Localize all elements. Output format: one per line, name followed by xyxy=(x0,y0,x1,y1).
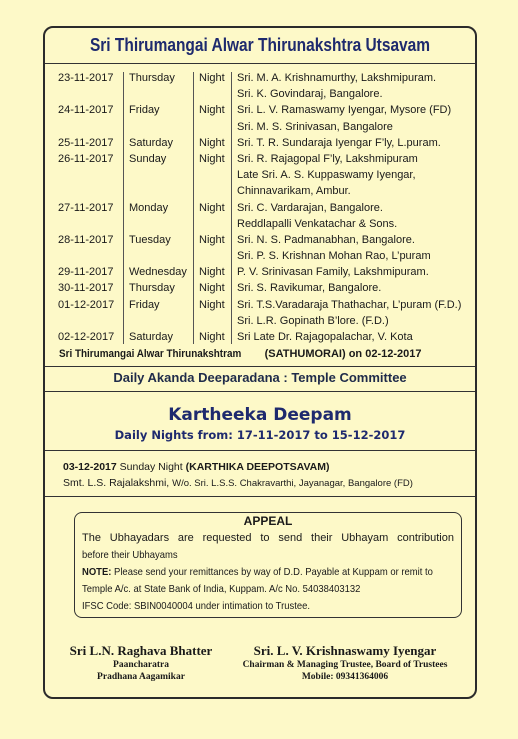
schedule-row xyxy=(56,200,468,216)
schedule-row xyxy=(56,264,468,280)
schedule-day: Sunday xyxy=(129,152,167,165)
schedule-date: 02-12-2017 xyxy=(58,331,115,343)
schedule-time: Night xyxy=(199,298,225,311)
schedule-sponsor: Sri. L.R. Gopinath B’lore. (F.D.) xyxy=(237,314,389,327)
schedule-row xyxy=(56,102,468,118)
signatory-title: Chairman & Managing Trustee, Board of Trustees xyxy=(242,660,448,670)
kartheeka-nights-range: Daily Nights from: 17-11-2017 to 15-12-2017 xyxy=(114,428,406,442)
schedule-date: 23-11-2017 xyxy=(58,72,114,84)
schedule-day: Monday xyxy=(129,201,169,214)
schedule-row xyxy=(56,70,468,86)
schedule-row xyxy=(56,135,468,151)
schedule-sponsor: Sri Late Dr. Rajagopalachar, V. Kota xyxy=(237,331,413,343)
appeal-title: APPEAL xyxy=(243,514,293,528)
schedule-date: 25-11-2017 xyxy=(58,136,114,149)
appeal-line xyxy=(82,549,454,561)
schedule-date: 28-11-2017 xyxy=(58,233,114,246)
appeal-line-text: Temple A/c. at State Bank of India, Kuppam. A/c No. 54038403132 xyxy=(82,583,361,595)
schedule-row xyxy=(56,232,468,248)
schedule-sponsor: Sri. L. V. Ramaswamy Iyengar, Mysore (FD) xyxy=(237,104,452,117)
akanda-deeparadana-line: Daily Akanda Deeparadana : Temple Committee xyxy=(113,370,407,385)
schedule-row xyxy=(56,119,468,135)
title-divider xyxy=(45,63,475,64)
section-divider xyxy=(45,366,475,367)
schedule-sponsor: Sri. C. Vardarajan, Bangalore. xyxy=(237,201,383,214)
karthika-sponsor xyxy=(63,477,413,489)
schedule-row xyxy=(56,151,468,167)
schedule-row xyxy=(56,313,468,329)
kartheeka-deepam-heading: Kartheeka Deepam xyxy=(168,405,352,425)
schedule-sponsor: Reddlapalli Venkatachar & Sons. xyxy=(237,217,398,230)
schedule-row xyxy=(56,216,468,232)
karthika-event: (KARTHIKA DEEPOTSAVAM) xyxy=(185,461,330,473)
appeal-line xyxy=(82,583,454,595)
section-divider xyxy=(45,450,475,451)
schedule-row xyxy=(56,280,468,296)
appeal-line-text: IFSC Code: SBIN0040004 under intimation to Trustee. xyxy=(82,600,310,612)
schedule-sponsor: Sri. T. R. Sundaraja Iyengar F’ly, L.puram. xyxy=(237,136,441,149)
schedule-time: Night xyxy=(199,152,225,165)
schedule-row xyxy=(56,183,468,199)
schedule-sponsor: Sri. K. Govindaraj, Bangalore. xyxy=(237,88,383,101)
section-divider xyxy=(45,496,475,497)
schedule-sponsor: Sri. S. Ravikumar, Bangalore. xyxy=(237,282,382,295)
schedule-day: Friday xyxy=(129,104,160,117)
schedule-sponsor: Sri. N. S. Padmanabhan, Bangalore. xyxy=(237,233,415,246)
schedule-time: Night xyxy=(199,104,225,117)
appeal-line-text: before their Ubhayams xyxy=(82,549,178,561)
schedule-day: Saturday xyxy=(129,331,174,343)
schedule-sponsor: Sri. R. Rajagopal F’ly, Lakshmipuram xyxy=(237,152,418,165)
note-text: Please send your remittances by way of D.D. Payable at Kuppam or remit to xyxy=(111,566,433,578)
schedule-time: Night xyxy=(199,282,225,295)
section-divider xyxy=(45,391,475,392)
schedule-time: Night xyxy=(199,136,225,149)
schedule-time: Night xyxy=(199,331,225,343)
schedule-sponsor: Sri. M. A. Krishnamurthy, Lakshmipuram. xyxy=(237,72,437,84)
sathumorai-line xyxy=(59,348,421,360)
karthika-date: 03-12-2017 xyxy=(63,461,117,473)
schedule-row xyxy=(56,329,468,345)
karthika-sponsor-detail: W/o. Sri. L.S.S. Chakravarthi, Jayanagar, Bangalore (FD) xyxy=(172,478,413,489)
note-label: NOTE: xyxy=(82,566,112,578)
signature-left xyxy=(56,643,226,683)
appeal-line xyxy=(82,600,454,612)
appeal-note xyxy=(82,566,454,578)
schedule-day: Saturday xyxy=(129,136,174,149)
schedule-day: Thursday xyxy=(129,282,175,295)
schedule-sponsor: Chinnavarikam, Ambur. xyxy=(237,185,351,198)
schedule-day: Friday xyxy=(129,298,160,311)
schedule-row xyxy=(56,167,468,183)
schedule-date: 01-12-2017 xyxy=(58,298,115,311)
karthika-entry xyxy=(63,461,330,473)
signatory-contact: Mobile: 09341364006 xyxy=(301,672,389,682)
schedule-day: Wednesday xyxy=(129,266,187,279)
signatory-name: Sri L.N. Raghava Bhatter xyxy=(69,643,213,658)
signature-right xyxy=(226,643,464,683)
schedule-sponsor: Sri. P. S. Krishnan Mohan Rao, L’puram xyxy=(237,250,431,263)
schedule-day: Tuesday xyxy=(129,233,171,246)
schedule-row xyxy=(56,86,468,102)
schedule-day: Thursday xyxy=(129,72,175,84)
signatory-title: Pradhana Aagamikar xyxy=(97,672,185,682)
schedule-date: 30-11-2017 xyxy=(58,282,114,295)
karthika-sponsor-name: Smt. L.S. Rajalakshmi, xyxy=(63,477,170,489)
schedule-row xyxy=(56,297,468,313)
schedule-time: Night xyxy=(199,201,225,214)
schedule-time: Night xyxy=(199,233,225,246)
schedule-time: Night xyxy=(199,266,225,279)
utsavam-title: Sri Thirumangai Alwar Thirunakshtra Utsavam xyxy=(89,35,431,55)
appeal-box xyxy=(74,512,462,618)
utsavam-schedule-table xyxy=(56,70,468,345)
signatory-name: Sri. L. V. Krishnaswamy Iyengar xyxy=(253,643,437,658)
schedule-date: 29-11-2017 xyxy=(58,266,114,279)
karthika-day: Sunday Night xyxy=(119,461,183,473)
schedule-time: Night xyxy=(199,72,225,84)
schedule-sponsor: P. V. Srinivasan Family, Lakshmipuram. xyxy=(237,266,429,279)
schedule-date: 26-11-2017 xyxy=(58,152,114,165)
schedule-sponsor: Sri. M. S. Srinivasan, Bangalore xyxy=(237,120,393,133)
signatory-title: Paancharatra xyxy=(113,660,169,670)
schedule-date: 24-11-2017 xyxy=(58,104,114,117)
schedule-sponsor: Late Sri. A. S. Kuppaswamy Iyengar, xyxy=(237,169,416,182)
sathumorai-prefix: Sri Thirumangai Alwar Thirunakshtram xyxy=(59,348,242,360)
sathumorai-suffix: (SATHUMORAI) on 02-12-2017 xyxy=(264,348,422,360)
appeal-line: The Ubhayadars are requested to send their Ubhayam contribution xyxy=(82,532,454,544)
schedule-row xyxy=(56,248,468,264)
schedule-sponsor: Sri. T.S.Varadaraja Thathachar, L’puram (F.D.) xyxy=(237,298,462,311)
schedule-date: 27-11-2017 xyxy=(58,201,114,214)
